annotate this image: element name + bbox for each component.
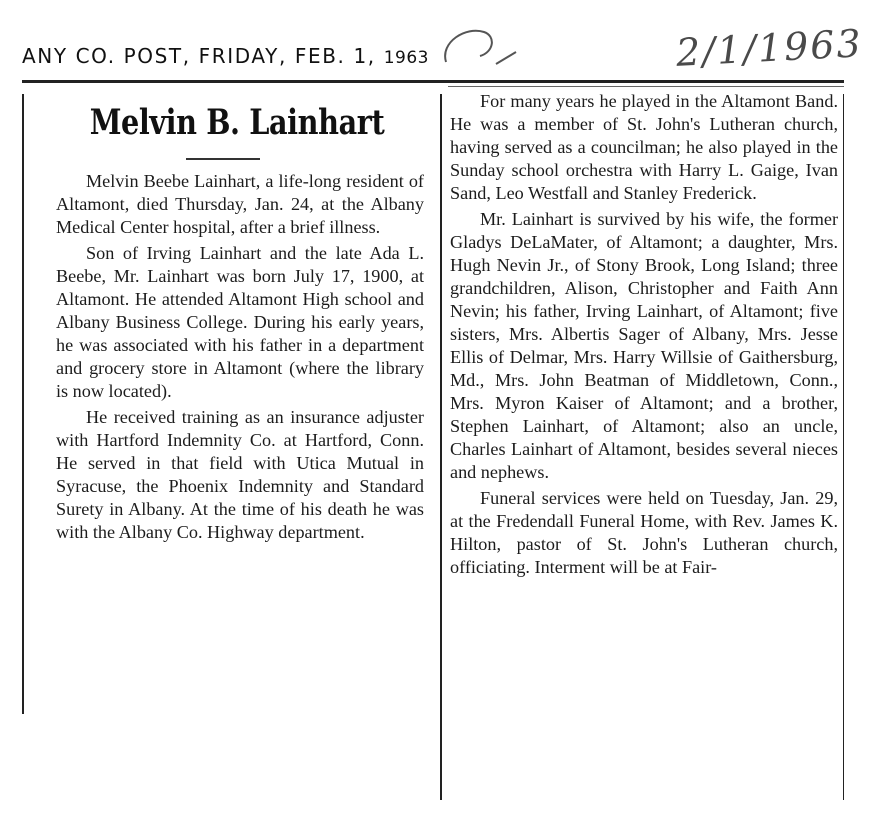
left-border-rule	[22, 94, 24, 714]
paragraph: He received training as an insurance adjuster with Hartford Indemnity Co. at Hartford, Conn. He served in that field with Utica Mutual in Syracuse, the Phoenix Indemnity and Standard Surety in Albany. At the time of his death he was with the Albany Co. Highway department.	[56, 407, 424, 542]
left-column	[56, 170, 424, 547]
headline-rule	[186, 158, 260, 160]
pen-scribble	[436, 22, 526, 72]
paragraph: Mr. Lainhart is survived by his wife, the former Gladys DeLaMater, of Altamont; a daughter, Mrs. Hugh Nevin Jr., of Stony Brook, Long Island; three grandchildren, Alison, Christopher and Faith Ann Nevin; his father, Irving Lainhart, of Altamont; five sisters, Mrs. Albertis Sager of Albany, Mrs. Jesse Ellis of Delmar, Mrs. Harry Willsie of Gaithersburg, Md., Mrs. John Beatman of Middletown, Conn., Mrs. Myron Kaiser of Altamont; and a brother, Stephen Lainhart, of Altamont; also an uncle, Charles Lainhart of Altamont, besides several nieces and nephews.	[450, 209, 838, 482]
column-divider-rule	[440, 94, 442, 800]
right-border-rule	[843, 94, 844, 800]
clipping-edge	[0, 804, 881, 820]
paragraph: For many years he played in the Altamont Band. He was a member of St. John's Lutheran church, having served as a councilman; he also played in the Sunday school orchestra with Harry L. Gaige, Ivan Sand, Leo Westfall and Stanley Frederick.	[450, 91, 838, 203]
masthead-text: ANY CO. POST, FRIDAY, FEB. 1,	[22, 44, 376, 68]
paragraph: Melvin Beebe Lainhart, a life-long resident of Altamont, died Thursday, Jan. 24, at the Albany Medical Center hospital, after a brief illness.	[56, 171, 424, 237]
masthead	[22, 44, 429, 68]
handwritten-date: 2/1/1963	[674, 21, 864, 75]
masthead-rule	[22, 80, 844, 83]
masthead-rule-thin	[448, 86, 844, 87]
obituary-headline: Melvin B. Lainhart	[89, 102, 385, 143]
masthead-year: 1963	[383, 48, 429, 68]
paragraph: Son of Irving Lainhart and the late Ada L. Beebe, Mr. Lainhart was born July 17, 1900, at Altamont. He attended Altamont High school and Albany Business College. During his early years, he was associated with his father in a department and grocery store in Altamont (where the library is now located).	[56, 243, 424, 401]
paragraph: Funeral services were held on Tuesday, Jan. 29, at the Fredendall Funeral Home, with Rev. James K. Hilton, pastor of St. John's Lutheran church, officiating. Interment will be at Fair-	[450, 488, 838, 577]
right-column	[450, 90, 838, 582]
